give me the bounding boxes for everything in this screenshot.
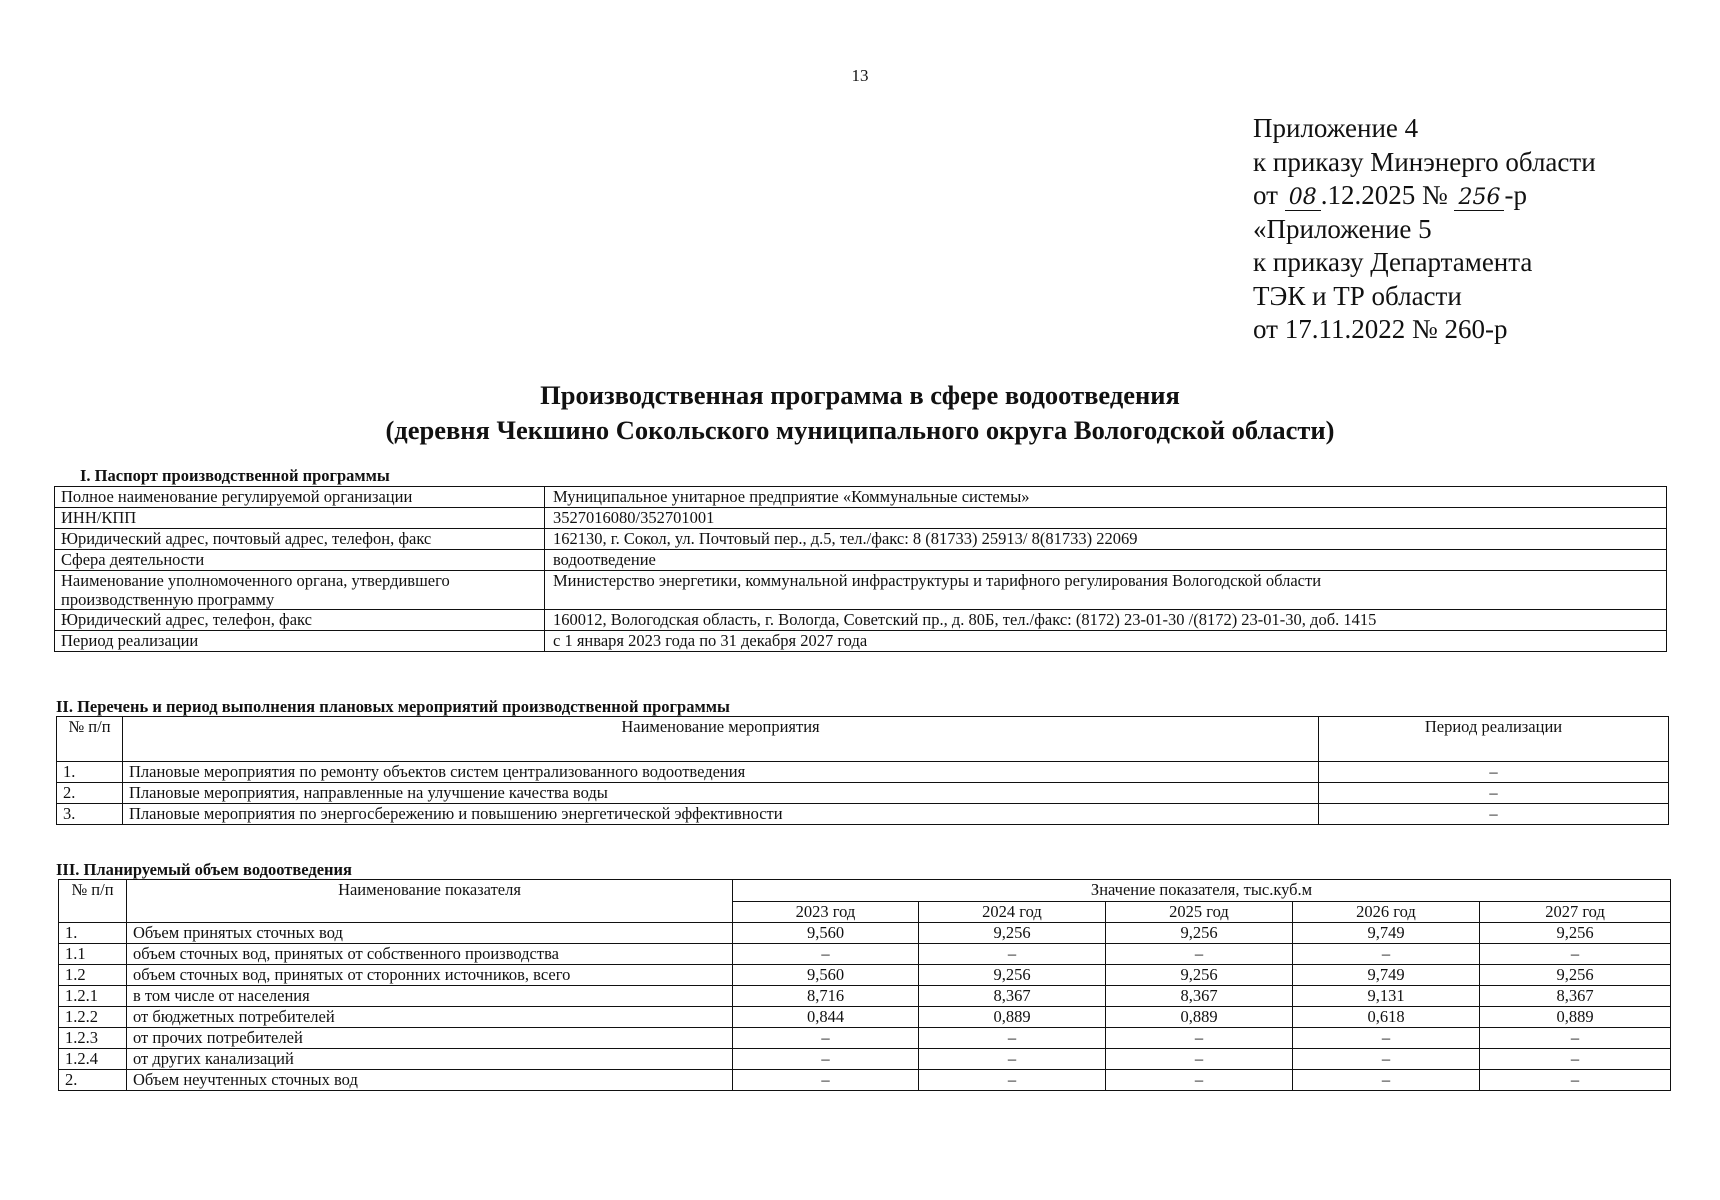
volume-value: – (1106, 1028, 1293, 1049)
volume-row (59, 1028, 1671, 1049)
volume-name: от бюджетных потребителей (127, 1007, 733, 1028)
volume-value: – (1480, 944, 1671, 965)
volume-value: – (1293, 1070, 1480, 1091)
measure-name: Плановые мероприятия, направленные на улучшение качества воды (123, 783, 1319, 804)
passport-row (55, 610, 1667, 631)
volume-row (59, 986, 1671, 1007)
volume-value: 8,367 (1106, 986, 1293, 1007)
volume-value: – (1293, 944, 1480, 965)
header-indicator-name: Наименование показателя (127, 880, 733, 923)
passport-value: с 1 января 2023 года по 31 декабря 2027 года (545, 631, 1667, 652)
volume-value: – (733, 1028, 919, 1049)
handwritten-day: 08 (1285, 186, 1321, 211)
volume-value: 9,256 (1480, 923, 1671, 944)
volume-num: 1.2.2 (59, 1007, 127, 1028)
volume-name: от других канализаций (127, 1049, 733, 1070)
volume-value: – (1106, 1070, 1293, 1091)
passport-row (55, 550, 1667, 571)
volume-row (59, 965, 1671, 986)
title-line-1: Производственная программа в сфере водоотведения (540, 380, 1180, 410)
volume-num: 1. (59, 923, 127, 944)
volume-name: объем сточных вод, принятых от собственного производства (127, 944, 733, 965)
appendix-line-7: от 17.11.2022 № 260-р (1253, 314, 1508, 344)
measure-name: Плановые мероприятия по энергосбережению и повышению энергетической эффективности (123, 804, 1319, 825)
section-2-title: II. Перечень и период выполнения плановых мероприятий производственной программы (56, 697, 730, 716)
volume-value: – (733, 1070, 919, 1091)
appendix-block (1253, 112, 1596, 347)
header-year: 2023 год (733, 902, 919, 923)
document-title (0, 378, 1720, 448)
volume-name: Объем принятых сточных вод (127, 923, 733, 944)
measure-period: – (1319, 783, 1669, 804)
volume-value: 9,131 (1293, 986, 1480, 1007)
measure-row (57, 783, 1669, 804)
volume-value: 9,749 (1293, 965, 1480, 986)
volume-value: – (919, 944, 1106, 965)
passport-value: 3527016080/352701001 (545, 508, 1667, 529)
volume-value: 8,716 (733, 986, 919, 1007)
header-year: 2026 год (1293, 902, 1480, 923)
passport-label: Сфера деятельности (55, 550, 545, 571)
volume-name: Объем неучтенных сточных вод (127, 1070, 733, 1091)
header-year: 2027 год (1480, 902, 1671, 923)
volume-header-row-1 (59, 880, 1671, 902)
volume-name: объем сточных вод, принятых от сторонних источников, всего (127, 965, 733, 986)
volume-row (59, 1070, 1671, 1091)
volume-value: – (919, 1028, 1106, 1049)
volume-name: в том числе от населения (127, 986, 733, 1007)
appendix-line-5: к приказу Департамента (1253, 247, 1533, 277)
volume-value: – (919, 1070, 1106, 1091)
volume-value: – (919, 1049, 1106, 1070)
volume-num: 1.2.3 (59, 1028, 127, 1049)
header-values: Значение показателя, тыс.куб.м (733, 880, 1671, 902)
page-number: 13 (851, 66, 869, 85)
header-period: Период реализации (1319, 717, 1669, 762)
passport-table (54, 486, 1667, 652)
header-year: 2025 год (1106, 902, 1293, 923)
passport-label: Наименование уполномоченного органа, утвердившего производственную программу (55, 571, 545, 610)
section-3-title: III. Планируемый объем водоотведения (56, 860, 352, 879)
measure-period: – (1319, 804, 1669, 825)
header-num: № п/п (57, 717, 123, 762)
measures-header-row (57, 717, 1669, 762)
volume-value: – (1106, 1049, 1293, 1070)
measure-num: 2. (57, 783, 123, 804)
measure-row (57, 804, 1669, 825)
volume-row (59, 1007, 1671, 1028)
volume-value: 9,749 (1293, 923, 1480, 944)
handwritten-order-number: 256 (1454, 186, 1504, 211)
passport-label: Юридический адрес, почтовый адрес, телефон, факс (55, 529, 545, 550)
volume-name: от прочих потребителей (127, 1028, 733, 1049)
volume-value: – (733, 1049, 919, 1070)
passport-value: Министерство энергетики, коммунальной инфраструктуры и тарифного регулирования Вологодской области (545, 571, 1667, 610)
volume-value: 9,560 (733, 923, 919, 944)
section-1-title: I. Паспорт производственной программы (80, 466, 390, 485)
volume-row (59, 1049, 1671, 1070)
volume-value: 0,618 (1293, 1007, 1480, 1028)
header-measure-name: Наименование мероприятия (123, 717, 1319, 762)
appendix-date-prefix: от (1253, 180, 1285, 210)
passport-label: ИНН/КПП (55, 508, 545, 529)
header-year: 2024 год (919, 902, 1106, 923)
volume-value: – (1480, 1049, 1671, 1070)
volume-value: – (1293, 1049, 1480, 1070)
volume-row (59, 944, 1671, 965)
passport-row (55, 631, 1667, 652)
passport-row (55, 571, 1667, 610)
volume-num: 1.2 (59, 965, 127, 986)
volume-value: 0,844 (733, 1007, 919, 1028)
volume-value: – (1480, 1028, 1671, 1049)
passport-row (55, 529, 1667, 550)
volume-value: 0,889 (919, 1007, 1106, 1028)
measure-num: 1. (57, 762, 123, 783)
volume-value: 9,256 (919, 923, 1106, 944)
passport-label: Полное наименование регулируемой организации (55, 487, 545, 508)
appendix-line-2: к приказу Минэнерго области (1253, 146, 1596, 177)
measure-period: – (1319, 762, 1669, 783)
passport-value: Муниципальное унитарное предприятие «Коммунальные системы» (545, 487, 1667, 508)
volume-value: – (1293, 1028, 1480, 1049)
passport-label: Период реализации (55, 631, 545, 652)
volume-value: 9,256 (1106, 923, 1293, 944)
passport-label: Юридический адрес, телефон, факс (55, 610, 545, 631)
volume-value: 9,560 (733, 965, 919, 986)
measure-row (57, 762, 1669, 783)
passport-row (55, 487, 1667, 508)
volume-row (59, 923, 1671, 944)
measure-name: Плановые мероприятия по ремонту объектов систем централизованного водоотведения (123, 762, 1319, 783)
volume-value: 0,889 (1480, 1007, 1671, 1028)
measures-table (56, 716, 1669, 825)
appendix-line-4: «Приложение 5 (1253, 213, 1432, 244)
volume-value: 0,889 (1106, 1007, 1293, 1028)
volume-value: 9,256 (1106, 965, 1293, 986)
volume-value: 9,256 (919, 965, 1106, 986)
passport-value: 162130, г. Сокол, ул. Почтовый пер., д.5, тел./факс: 8 (81733) 25913/ 8(81733) 22069 (545, 529, 1667, 550)
header-num: № п/п (59, 880, 127, 923)
volume-num: 2. (59, 1070, 127, 1091)
passport-row (55, 508, 1667, 529)
appendix-line-1: Приложение 4 (1253, 113, 1419, 143)
volume-num: 1.2.4 (59, 1049, 127, 1070)
appendix-line-3 (1253, 179, 1596, 213)
volume-value: 9,256 (1480, 965, 1671, 986)
appendix-line-6: ТЭК и ТР области (1253, 280, 1462, 311)
title-line-2: (деревня Чекшино Сокольского муниципального округа Вологодской области) (385, 415, 1335, 445)
appendix-date-suffix: -р (1504, 180, 1527, 210)
appendix-date-mid: .12.2025 № (1320, 180, 1455, 210)
volume-value: 8,367 (1480, 986, 1671, 1007)
volume-num: 1.2.1 (59, 986, 127, 1007)
volume-value: – (1106, 944, 1293, 965)
volume-value: – (733, 944, 919, 965)
volume-value: 8,367 (919, 986, 1106, 1007)
passport-value: водоотведение (545, 550, 1667, 571)
passport-value: 160012, Вологодская область, г. Вологда, Советский пр., д. 80Б, тел./факс: (8172) 23-01-30 /(8172) 23-01-30, доб. 1415 (545, 610, 1667, 631)
volume-table (58, 879, 1671, 1091)
measure-num: 3. (57, 804, 123, 825)
volume-num: 1.1 (59, 944, 127, 965)
volume-value: – (1480, 1070, 1671, 1091)
